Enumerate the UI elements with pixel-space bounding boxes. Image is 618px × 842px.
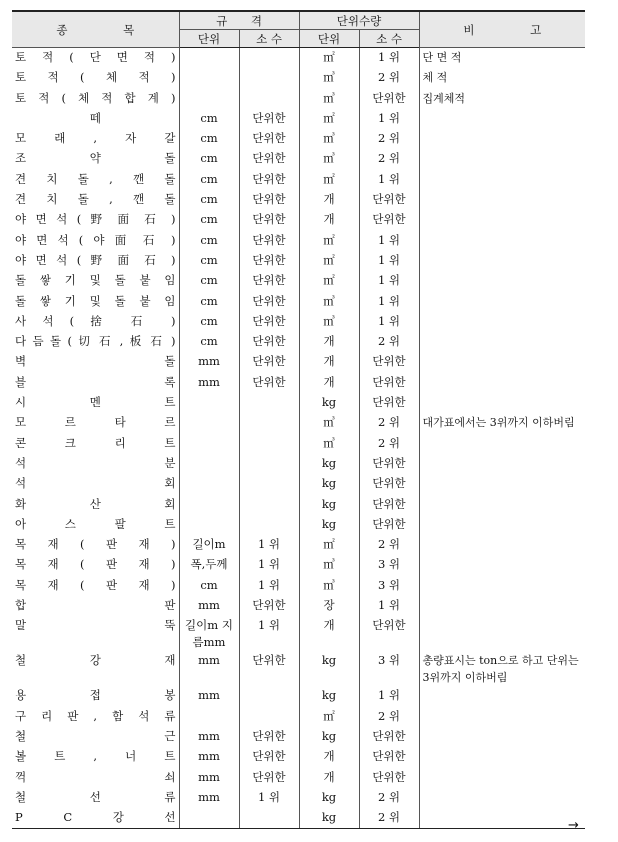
- qty-decimal: 1 위: [359, 686, 419, 706]
- qty-unit: ㎡: [299, 231, 359, 251]
- remark: [419, 352, 585, 372]
- table-row: [12, 616, 585, 651]
- item-name: 토 적 ( 체 적 합 계 ): [12, 89, 179, 109]
- spec-decimal: 단위한: [239, 747, 299, 767]
- table-row: [12, 686, 585, 706]
- remark: 총량표시는 ton으로 하고 단위는 3위까지 이하버림: [419, 651, 585, 686]
- spec-decimal: 1 위: [239, 535, 299, 555]
- item-name: 목 재 ( 판 재 ): [12, 576, 179, 596]
- spec-decimal: 단위한: [239, 109, 299, 129]
- continue-arrow-icon: →: [568, 818, 579, 833]
- header-qty-unit: 단위: [299, 30, 359, 48]
- qty-unit: ㎥: [299, 413, 359, 433]
- spec-decimal: [239, 495, 299, 515]
- qty-decimal: 1 위: [359, 251, 419, 271]
- spec-unit: cm: [179, 251, 239, 271]
- item-name: 볼 트 , 너 트: [12, 747, 179, 767]
- spec-unit: [179, 68, 239, 88]
- qty-decimal: 단위한: [359, 352, 419, 372]
- spec-unit: cm: [179, 231, 239, 251]
- table-row: [12, 535, 585, 555]
- spec-unit: mm: [179, 651, 239, 686]
- spec-decimal: 단위한: [239, 727, 299, 747]
- item-name: 떼: [12, 109, 179, 129]
- table-row: [12, 413, 585, 433]
- spec-decimal: [239, 68, 299, 88]
- spec-unit: [179, 515, 239, 535]
- qty-unit: 개: [299, 768, 359, 788]
- qty-unit: kg: [299, 393, 359, 413]
- qty-decimal: 2 위: [359, 788, 419, 808]
- qty-unit: ㎥: [299, 292, 359, 312]
- spec-decimal: 단위한: [239, 271, 299, 291]
- remark: [419, 190, 585, 210]
- spec-decimal: 단위한: [239, 170, 299, 190]
- table-row: [12, 352, 585, 372]
- qty-unit: ㎡: [299, 251, 359, 271]
- spec-unit: mm: [179, 727, 239, 747]
- spec-unit: [179, 413, 239, 433]
- qty-unit: kg: [299, 495, 359, 515]
- table-row: [12, 332, 585, 352]
- item-name: 견 치 돌 , 깬 돌: [12, 190, 179, 210]
- header-unit-qty: 단위수량: [299, 11, 419, 30]
- spec-decimal: 단위한: [239, 251, 299, 271]
- spec-unit: [179, 454, 239, 474]
- table-row: [12, 271, 585, 291]
- qty-decimal: 단위한: [359, 190, 419, 210]
- table-row: [12, 768, 585, 788]
- qty-decimal: 단위한: [359, 454, 419, 474]
- item-name: 돌 쌓 기 및 돌 붙 임: [12, 292, 179, 312]
- header-spec-decimal: 소 수: [239, 30, 299, 48]
- spec-unit: [179, 707, 239, 727]
- item-name: 다 듬 돌 ( 切 石 , 板 石 ): [12, 332, 179, 352]
- spec-decimal: 단위한: [239, 149, 299, 169]
- spec-decimal: 단위한: [239, 190, 299, 210]
- remark: 집계체적: [419, 89, 585, 109]
- qty-unit: ㎥: [299, 576, 359, 596]
- spec-decimal: [239, 89, 299, 109]
- qty-unit: ㎥: [299, 434, 359, 454]
- spec-decimal: 단위한: [239, 768, 299, 788]
- item-name: 모 르 타 르: [12, 413, 179, 433]
- qty-unit: kg: [299, 651, 359, 686]
- qty-unit: ㎥: [299, 68, 359, 88]
- spec-decimal: 1 위: [239, 616, 299, 651]
- spec-decimal: 1 위: [239, 576, 299, 596]
- item-name: 야 면 석 ( 野 面 石 ): [12, 210, 179, 230]
- spec-unit: 폭,두께: [179, 555, 239, 575]
- table-row: [12, 210, 585, 230]
- qty-unit: kg: [299, 454, 359, 474]
- spec-decimal: [239, 707, 299, 727]
- spec-decimal: [239, 393, 299, 413]
- spec-unit: 길이m 지름mm: [179, 616, 239, 651]
- table-row: [12, 515, 585, 535]
- item-name: 콘 크 리 트: [12, 434, 179, 454]
- table-row: [12, 231, 585, 251]
- spec-unit: [179, 89, 239, 109]
- qty-unit: 개: [299, 352, 359, 372]
- remark: [419, 616, 585, 651]
- spec-unit: [179, 434, 239, 454]
- item-name: 석 회: [12, 474, 179, 494]
- item-name: 블 록: [12, 373, 179, 393]
- spec-unit: mm: [179, 768, 239, 788]
- qty-unit: ㎡: [299, 48, 359, 69]
- qty-unit: ㎡: [299, 170, 359, 190]
- remark: [419, 808, 585, 829]
- spec-decimal: 단위한: [239, 129, 299, 149]
- spec-unit: cm: [179, 129, 239, 149]
- spec-unit: [179, 808, 239, 829]
- remark: [419, 495, 585, 515]
- spec-decimal: [239, 515, 299, 535]
- qty-unit: ㎡: [299, 707, 359, 727]
- remark: [419, 271, 585, 291]
- qty-decimal: 1 위: [359, 170, 419, 190]
- qty-decimal: 2 위: [359, 707, 419, 727]
- table-row: [12, 190, 585, 210]
- spec-unit: cm: [179, 292, 239, 312]
- spec-decimal: 단위한: [239, 352, 299, 372]
- item-name: 목 재 ( 판 재 ): [12, 555, 179, 575]
- table-body: [12, 48, 585, 829]
- table-row: [12, 788, 585, 808]
- qty-unit: 개: [299, 190, 359, 210]
- item-name: 모 래 , 자 갈: [12, 129, 179, 149]
- remark: [419, 707, 585, 727]
- remark: [419, 332, 585, 352]
- remark: [419, 596, 585, 616]
- spec-unit: cm: [179, 332, 239, 352]
- item-name: 철 강 재: [12, 651, 179, 686]
- remark: 대가표에서는 3위까지 이하버림: [419, 413, 585, 433]
- remark: [419, 434, 585, 454]
- remark: [419, 170, 585, 190]
- table-row: [12, 555, 585, 575]
- spec-decimal: [239, 454, 299, 474]
- spec-unit: cm: [179, 190, 239, 210]
- table-row: [12, 170, 585, 190]
- qty-unit: 개: [299, 373, 359, 393]
- spec-unit: mm: [179, 747, 239, 767]
- qty-unit: ㎥: [299, 312, 359, 332]
- spec-decimal: 단위한: [239, 231, 299, 251]
- spec-decimal: 단위한: [239, 373, 299, 393]
- table-row: [12, 68, 585, 88]
- qty-unit: kg: [299, 515, 359, 535]
- table-row: [12, 109, 585, 129]
- spec-unit: 길이m: [179, 535, 239, 555]
- table-row: [12, 89, 585, 109]
- qty-unit: kg: [299, 727, 359, 747]
- qty-unit: ㎥: [299, 555, 359, 575]
- table-row: [12, 312, 585, 332]
- spec-decimal: [239, 686, 299, 706]
- header-remark: 비 고: [419, 11, 585, 48]
- qty-decimal: 3 위: [359, 555, 419, 575]
- qty-decimal: 2 위: [359, 149, 419, 169]
- item-name: 말 뚝: [12, 616, 179, 651]
- remark: 단 면 적: [419, 48, 585, 69]
- table-row: [12, 292, 585, 312]
- qty-decimal: 2 위: [359, 129, 419, 149]
- table-row: [12, 747, 585, 767]
- spec-decimal: 단위한: [239, 312, 299, 332]
- qty-decimal: 단위한: [359, 89, 419, 109]
- table-row: [12, 149, 585, 169]
- table-row: [12, 651, 585, 686]
- qty-unit: ㎡: [299, 109, 359, 129]
- item-name: 야 면 석 ( 야 面 石 ): [12, 231, 179, 251]
- spec-decimal: 단위한: [239, 210, 299, 230]
- qty-decimal: 2 위: [359, 413, 419, 433]
- spec-unit: mm: [179, 788, 239, 808]
- item-name: 견 치 돌 , 깬 돌: [12, 170, 179, 190]
- qty-decimal: 1 위: [359, 231, 419, 251]
- item-name: 조 약 돌: [12, 149, 179, 169]
- item-name: 야 면 석 ( 野 面 石 ): [12, 251, 179, 271]
- table-row: [12, 393, 585, 413]
- remark: [419, 373, 585, 393]
- qty-unit: ㎥: [299, 89, 359, 109]
- remark: [419, 231, 585, 251]
- qty-unit: 개: [299, 747, 359, 767]
- unit-standard-table: [12, 10, 585, 829]
- item-name: 용 접 봉: [12, 686, 179, 706]
- qty-decimal: 1 위: [359, 109, 419, 129]
- spec-decimal: 단위한: [239, 651, 299, 686]
- spec-unit: mm: [179, 686, 239, 706]
- qty-decimal: 2 위: [359, 535, 419, 555]
- item-name: P C 강 선: [12, 808, 179, 829]
- item-name: 토 적 ( 단 면 적 ): [12, 48, 179, 69]
- item-name: 아 스 팔 트: [12, 515, 179, 535]
- spec-decimal: [239, 434, 299, 454]
- qty-unit: 개: [299, 616, 359, 651]
- qty-decimal: 2 위: [359, 434, 419, 454]
- header-spec-unit: 단위: [179, 30, 239, 48]
- spec-unit: cm: [179, 170, 239, 190]
- spec-unit: [179, 495, 239, 515]
- remark: [419, 292, 585, 312]
- spec-unit: cm: [179, 210, 239, 230]
- qty-unit: kg: [299, 686, 359, 706]
- item-name: 토 적 ( 체 적 ): [12, 68, 179, 88]
- table-row: [12, 495, 585, 515]
- remark: [419, 474, 585, 494]
- spec-decimal: 단위한: [239, 596, 299, 616]
- spec-decimal: 단위한: [239, 292, 299, 312]
- remark: [419, 109, 585, 129]
- spec-decimal: [239, 808, 299, 829]
- qty-decimal: 2 위: [359, 332, 419, 352]
- spec-decimal: [239, 474, 299, 494]
- remark: [419, 454, 585, 474]
- qty-unit: kg: [299, 808, 359, 829]
- table-row: [12, 434, 585, 454]
- remark: [419, 251, 585, 271]
- qty-unit: ㎥: [299, 129, 359, 149]
- qty-decimal: 단위한: [359, 616, 419, 651]
- remark: [419, 747, 585, 767]
- qty-decimal: 1 위: [359, 292, 419, 312]
- item-name: 구 리 판 , 함 석 류: [12, 707, 179, 727]
- spec-unit: mm: [179, 596, 239, 616]
- item-name: 돌 쌓 기 및 돌 붙 임: [12, 271, 179, 291]
- item-name: 화 산 회: [12, 495, 179, 515]
- remark: [419, 727, 585, 747]
- qty-decimal: 단위한: [359, 210, 419, 230]
- qty-decimal: 단위한: [359, 373, 419, 393]
- table-row: [12, 454, 585, 474]
- spec-unit: cm: [179, 109, 239, 129]
- spec-unit: [179, 393, 239, 413]
- qty-decimal: 단위한: [359, 474, 419, 494]
- item-name: 철 선 류: [12, 788, 179, 808]
- table-row: [12, 474, 585, 494]
- item-name: 벽 돌: [12, 352, 179, 372]
- spec-unit: cm: [179, 149, 239, 169]
- remark: [419, 149, 585, 169]
- remark: [419, 768, 585, 788]
- header-spec: 규 격: [179, 11, 299, 30]
- remark: 체 적: [419, 68, 585, 88]
- table-row: [12, 576, 585, 596]
- qty-decimal: 2 위: [359, 808, 419, 829]
- remark: [419, 312, 585, 332]
- remark: [419, 686, 585, 706]
- qty-unit: kg: [299, 474, 359, 494]
- table-row: [12, 707, 585, 727]
- remark: [419, 576, 585, 596]
- spec-unit: mm: [179, 352, 239, 372]
- spec-unit: [179, 48, 239, 69]
- qty-decimal: 단위한: [359, 495, 419, 515]
- table-row: [12, 251, 585, 271]
- qty-decimal: 1 위: [359, 48, 419, 69]
- spec-unit: cm: [179, 312, 239, 332]
- table-row: [12, 373, 585, 393]
- qty-decimal: 단위한: [359, 727, 419, 747]
- qty-unit: ㎥: [299, 149, 359, 169]
- qty-unit: kg: [299, 788, 359, 808]
- header-item: 종 목: [12, 11, 179, 48]
- qty-unit: 개: [299, 210, 359, 230]
- qty-decimal: 단위한: [359, 768, 419, 788]
- qty-decimal: 단위한: [359, 393, 419, 413]
- table-row: [12, 596, 585, 616]
- spec-decimal: [239, 413, 299, 433]
- spec-unit: cm: [179, 576, 239, 596]
- item-name: 사 석 ( 捨 石 ): [12, 312, 179, 332]
- remark: [419, 555, 585, 575]
- qty-unit: ㎡: [299, 271, 359, 291]
- remark: [419, 129, 585, 149]
- header-qty-decimal: 소 수: [359, 30, 419, 48]
- qty-unit: 개: [299, 332, 359, 352]
- remark: [419, 535, 585, 555]
- qty-decimal: 1 위: [359, 271, 419, 291]
- item-name: 시 멘 트: [12, 393, 179, 413]
- item-name: 철 근: [12, 727, 179, 747]
- table-row: [12, 129, 585, 149]
- table-row: [12, 808, 585, 829]
- item-name: 목 재 ( 판 재 ): [12, 535, 179, 555]
- qty-decimal: 1 위: [359, 596, 419, 616]
- item-name: 꺽 쇠: [12, 768, 179, 788]
- spec-decimal: [239, 48, 299, 69]
- remark: [419, 210, 585, 230]
- spec-unit: mm: [179, 373, 239, 393]
- remark: [419, 515, 585, 535]
- qty-unit: 장: [299, 596, 359, 616]
- qty-decimal: 단위한: [359, 747, 419, 767]
- spec-decimal: 1 위: [239, 555, 299, 575]
- qty-unit: ㎡: [299, 535, 359, 555]
- item-name: 합 판: [12, 596, 179, 616]
- remark: [419, 788, 585, 808]
- table-row: [12, 48, 585, 69]
- item-name: 석 분: [12, 454, 179, 474]
- qty-decimal: 3 위: [359, 576, 419, 596]
- spec-decimal: 1 위: [239, 788, 299, 808]
- spec-unit: cm: [179, 271, 239, 291]
- spec-unit: [179, 474, 239, 494]
- spec-decimal: 단위한: [239, 332, 299, 352]
- qty-decimal: 단위한: [359, 515, 419, 535]
- table-row: [12, 727, 585, 747]
- remark: [419, 393, 585, 413]
- qty-decimal: 2 위: [359, 68, 419, 88]
- qty-decimal: 3 위: [359, 651, 419, 686]
- qty-decimal: 1 위: [359, 312, 419, 332]
